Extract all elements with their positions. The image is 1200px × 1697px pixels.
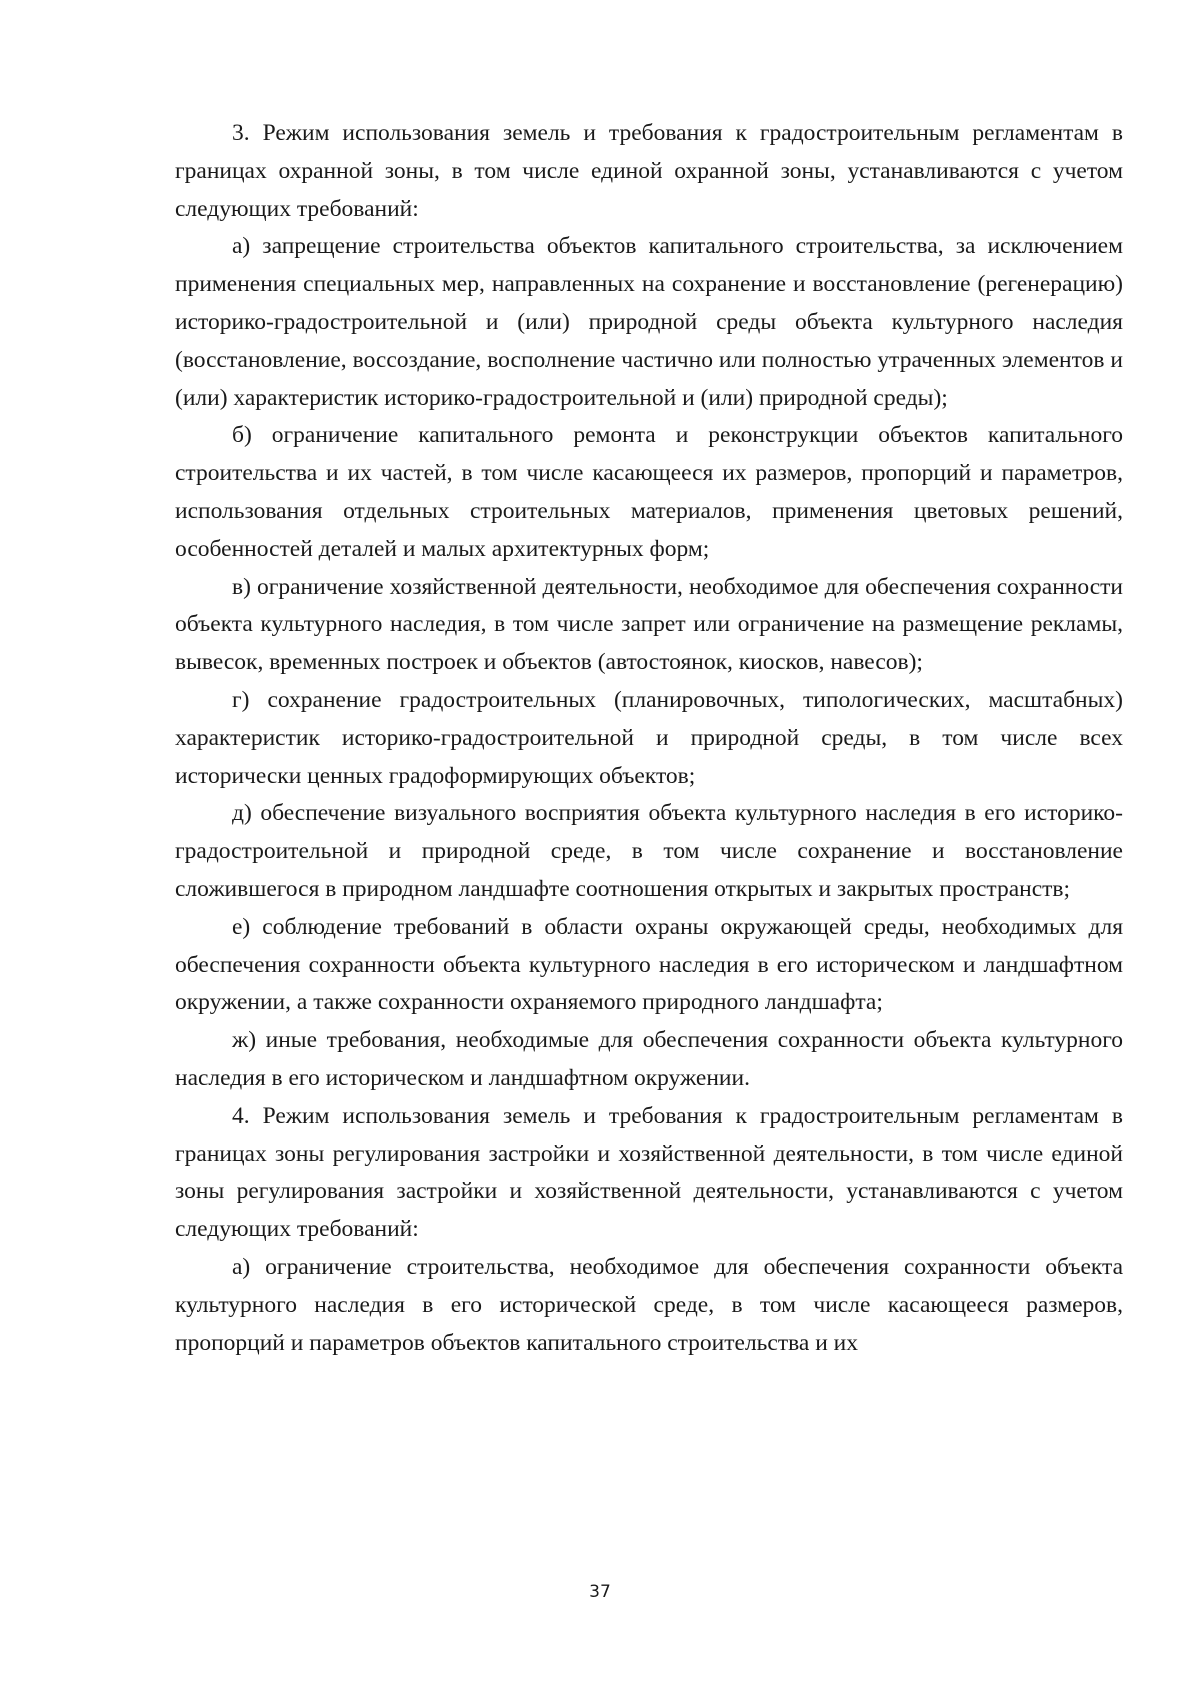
document-body (175, 115, 1123, 1362)
paragraph-3a: а) запрещение строительства объектов капитального строительства, за исключением применения специальных мер, направленных на сохранение и восстановление (регенерацию) историко-градостроительной и (или) природной среды объекта культурного наследия (восстановление, воссоздание, восполнение частично или полностью утраченных элементов и (или) характеристик историко-градостроительной и (или) природной среды); (175, 233, 1123, 411)
paragraph-4a: а) ограничение строительства, необходимое для обеспечения сохранности объекта культурного наследия в его исторической среде, в том числе касающееся размеров, пропорций и параметров объектов капитального строительства и их (175, 1253, 1123, 1356)
paragraph-3g: г) сохранение градостроительных (планировочных, типологических, масштабных) характеристик историко-градостроительной и природной среды, в том числе всех исторически ценных градоформирующих объектов; (175, 686, 1123, 789)
page-number: 37 (589, 1582, 611, 1602)
paragraph-3: 3. Режим использования земель и требования к градостроительным регламентам в границах охранной зоны, в том числе единой охранной зоны, устанавливаются с учетом следующих требований: (175, 120, 1123, 222)
paragraph-3zh: ж) иные требования, необходимые для обеспечения сохранности объекта культурного наследия в его историческом и ландшафтном окружении. (175, 1027, 1123, 1091)
paragraph-3d: д) обеспечение визуального восприятия объекта культурного наследия в его историко-градостроительной и природной среде, в том числе сохранение и восстановление сложившегося в природном ландшафте соотношения открытых и закрытых пространств; (175, 800, 1123, 902)
paragraph-3b: б) ограничение капитального ремонта и реконструкции объектов капитального строительства и их частей, в том числе касающееся их размеров, пропорций и параметров, использования отдельных строительных материалов, применения цветовых решений, особенностей деталей и малых архитектурных форм; (175, 422, 1123, 562)
paragraph-3v: в) ограничение хозяйственной деятельности, необходимое для обеспечения сохранности объекта культурного наследия, в том числе запрет или ограничение на размещение рекламы, вывесок, временных построек и объектов (автостоянок, киосков, навесов); (175, 573, 1123, 676)
paragraph-4: 4. Режим использования земель и требования к градостроительным регламентам в границах зоны регулирования застройки и хозяйственной деятельности, в том числе единой зоны регулирования застройки и хозяйственной деятельности, устанавливаются с учетом следующих требований: (175, 1102, 1123, 1243)
paragraph-3e: е) соблюдение требований в области охраны окружающей среды, необходимых для обеспечения сохранности объекта культурного наследия в его историческом и ландшафтном окружении, а также сохранности охраняемого природного ландшафта; (175, 913, 1123, 1016)
